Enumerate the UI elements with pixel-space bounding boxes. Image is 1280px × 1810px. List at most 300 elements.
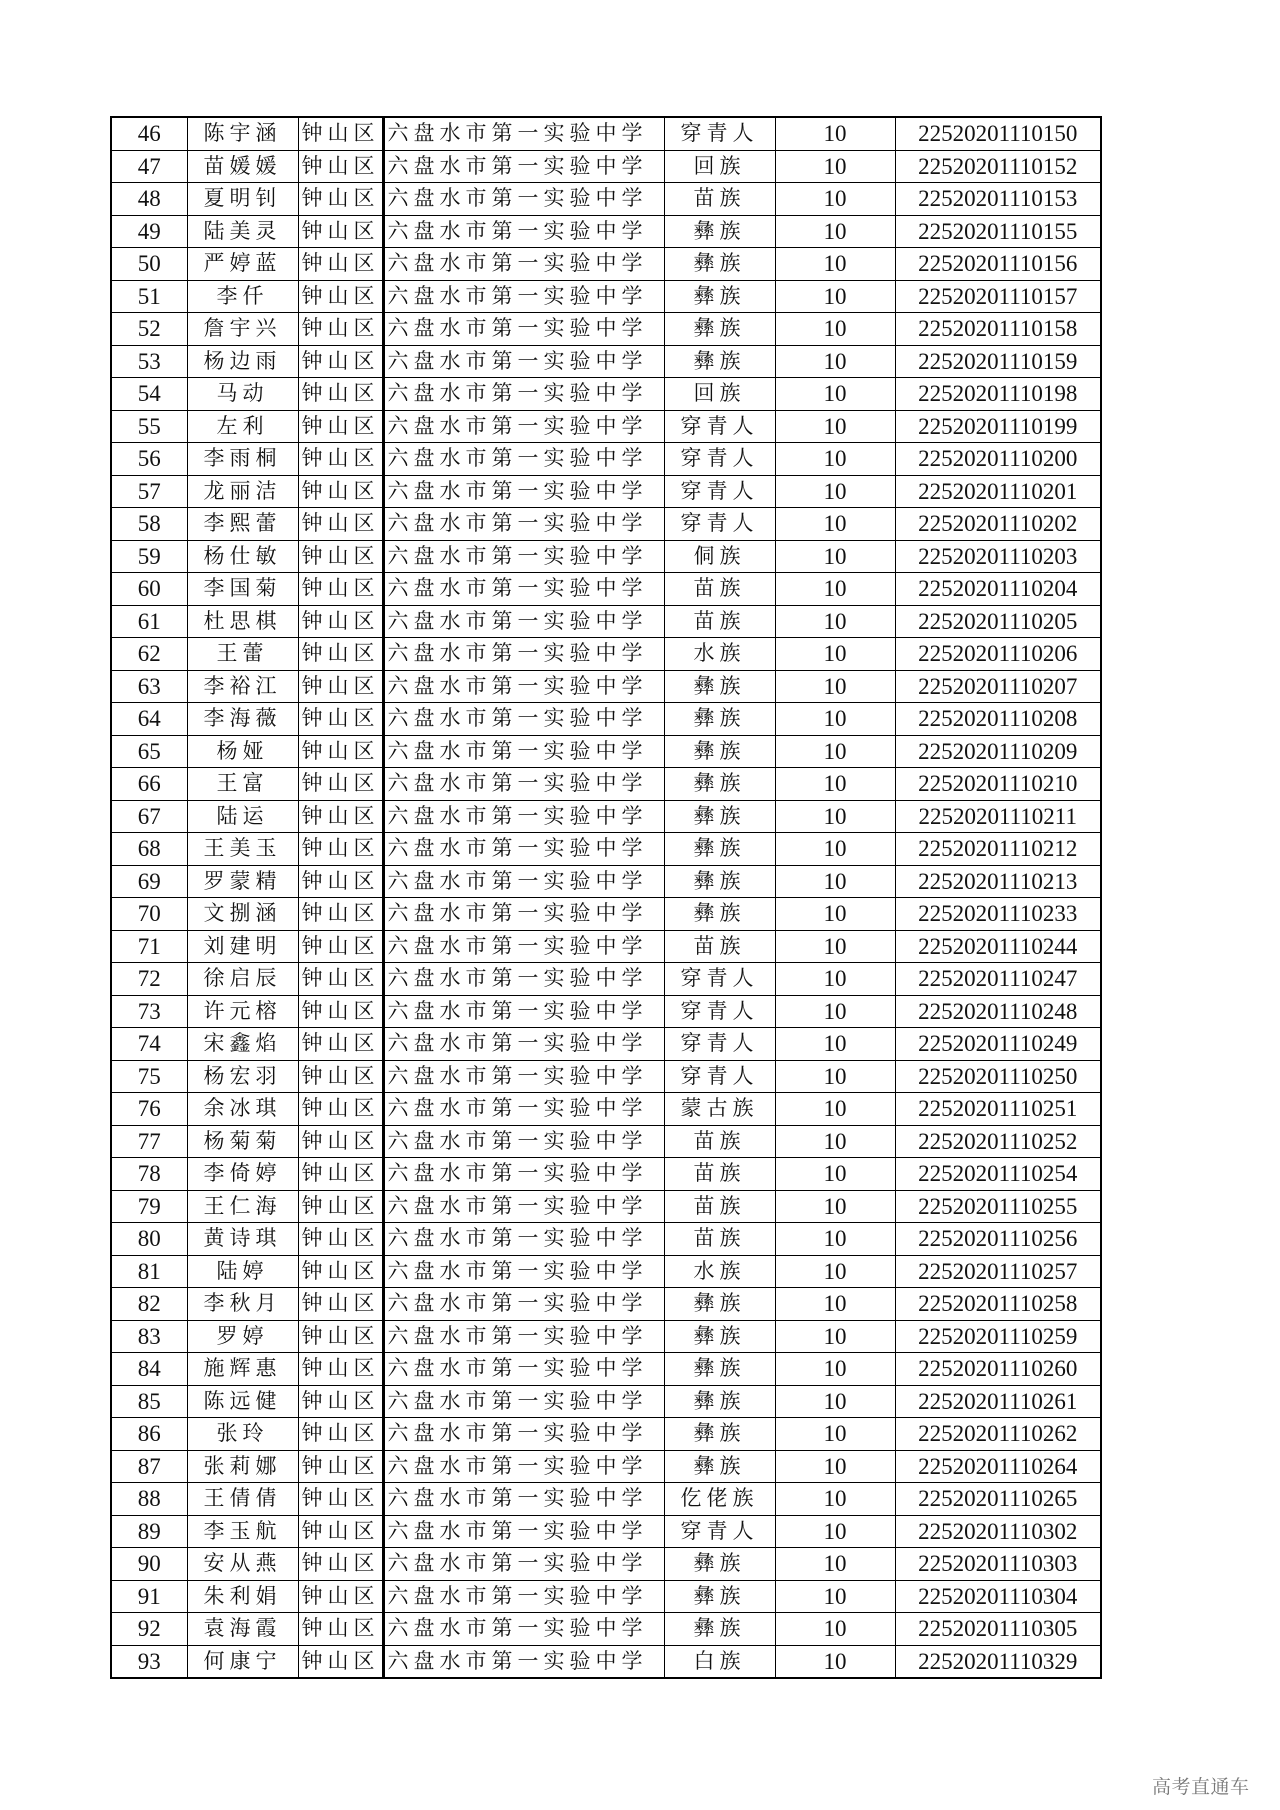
row-number-cell: 50	[111, 248, 187, 281]
district-cell: 钟山区	[298, 1483, 383, 1516]
student-name-cell: 袁海霞	[187, 1613, 298, 1646]
row-number-cell: 59	[111, 540, 187, 573]
row-number-cell: 93	[111, 1645, 187, 1678]
row-number-cell: 82	[111, 1288, 187, 1321]
school-cell: 六盘水市第一实验中学	[383, 1158, 664, 1191]
grade-cell: 10	[775, 638, 895, 671]
district-cell: 钟山区	[298, 1385, 383, 1418]
student-name-cell: 严婷蓝	[187, 248, 298, 281]
ethnicity-cell: 彝族	[664, 345, 775, 378]
row-number-cell: 81	[111, 1255, 187, 1288]
grade-cell: 10	[775, 1385, 895, 1418]
school-cell: 六盘水市第一实验中学	[383, 1255, 664, 1288]
ethnicity-cell: 穿青人	[664, 508, 775, 541]
student-id-cell: 22520201110244	[895, 930, 1101, 963]
district-cell: 钟山区	[298, 345, 383, 378]
school-cell: 六盘水市第一实验中学	[383, 703, 664, 736]
student-id-cell: 22520201110202	[895, 508, 1101, 541]
grade-cell: 10	[775, 117, 895, 150]
student-id-cell: 22520201110252	[895, 1125, 1101, 1158]
row-number-cell: 47	[111, 150, 187, 183]
school-cell: 六盘水市第一实验中学	[383, 443, 664, 476]
table-row	[111, 1353, 1101, 1386]
student-name-cell: 陆运	[187, 800, 298, 833]
student-id-cell: 22520201110158	[895, 313, 1101, 346]
ethnicity-cell: 彝族	[664, 1548, 775, 1581]
student-id-cell: 22520201110152	[895, 150, 1101, 183]
row-number-cell: 54	[111, 378, 187, 411]
district-cell: 钟山区	[298, 963, 383, 996]
district-cell: 钟山区	[298, 865, 383, 898]
district-cell: 钟山区	[298, 117, 383, 150]
grade-cell: 10	[775, 1060, 895, 1093]
row-number-cell: 76	[111, 1093, 187, 1126]
student-name-cell: 李裕江	[187, 670, 298, 703]
ethnicity-cell: 水族	[664, 638, 775, 671]
student-name-cell: 王蕾	[187, 638, 298, 671]
table-row	[111, 1255, 1101, 1288]
district-cell: 钟山区	[298, 670, 383, 703]
row-number-cell: 92	[111, 1613, 187, 1646]
grade-cell: 10	[775, 1613, 895, 1646]
school-cell: 六盘水市第一实验中学	[383, 410, 664, 443]
ethnicity-cell: 彝族	[664, 280, 775, 313]
student-id-cell: 22520201110155	[895, 215, 1101, 248]
school-cell: 六盘水市第一实验中学	[383, 800, 664, 833]
grade-cell: 10	[775, 768, 895, 801]
student-name-cell: 陈宇涵	[187, 117, 298, 150]
ethnicity-cell: 侗族	[664, 540, 775, 573]
grade-cell: 10	[775, 1223, 895, 1256]
row-number-cell: 61	[111, 605, 187, 638]
ethnicity-cell: 苗族	[664, 1223, 775, 1256]
grade-cell: 10	[775, 378, 895, 411]
table-row	[111, 1613, 1101, 1646]
grade-cell: 10	[775, 345, 895, 378]
school-cell: 六盘水市第一实验中学	[383, 1645, 664, 1678]
district-cell: 钟山区	[298, 1450, 383, 1483]
student-id-cell: 22520201110303	[895, 1548, 1101, 1581]
table-row	[111, 150, 1101, 183]
table-row	[111, 1548, 1101, 1581]
ethnicity-cell: 穿青人	[664, 117, 775, 150]
district-cell: 钟山区	[298, 1580, 383, 1613]
school-cell: 六盘水市第一实验中学	[383, 930, 664, 963]
student-name-cell: 李玉航	[187, 1515, 298, 1548]
district-cell: 钟山区	[298, 1028, 383, 1061]
grade-cell: 10	[775, 1548, 895, 1581]
school-cell: 六盘水市第一实验中学	[383, 1353, 664, 1386]
table-row	[111, 1125, 1101, 1158]
district-cell: 钟山区	[298, 1255, 383, 1288]
student-name-cell: 夏明钊	[187, 183, 298, 216]
ethnicity-cell: 穿青人	[664, 443, 775, 476]
student-id-cell: 22520201110259	[895, 1320, 1101, 1353]
row-number-cell: 63	[111, 670, 187, 703]
school-cell: 六盘水市第一实验中学	[383, 150, 664, 183]
grade-cell: 10	[775, 1028, 895, 1061]
grade-cell: 10	[775, 865, 895, 898]
school-cell: 六盘水市第一实验中学	[383, 345, 664, 378]
district-cell: 钟山区	[298, 573, 383, 606]
table-row	[111, 1483, 1101, 1516]
row-number-cell: 87	[111, 1450, 187, 1483]
table-row	[111, 1190, 1101, 1223]
grade-cell: 10	[775, 540, 895, 573]
district-cell: 钟山区	[298, 768, 383, 801]
row-number-cell: 75	[111, 1060, 187, 1093]
district-cell: 钟山区	[298, 508, 383, 541]
watermark: 高考直通车	[1152, 1776, 1250, 1798]
school-cell: 六盘水市第一实验中学	[383, 638, 664, 671]
district-cell: 钟山区	[298, 1190, 383, 1223]
student-name-cell: 杨边雨	[187, 345, 298, 378]
student-id-cell: 22520201110210	[895, 768, 1101, 801]
student-id-cell: 22520201110304	[895, 1580, 1101, 1613]
school-cell: 六盘水市第一实验中学	[383, 1483, 664, 1516]
grade-cell: 10	[775, 963, 895, 996]
student-id-cell: 22520201110201	[895, 475, 1101, 508]
table-row	[111, 1580, 1101, 1613]
grade-cell: 10	[775, 1125, 895, 1158]
student-name-cell: 王倩倩	[187, 1483, 298, 1516]
ethnicity-cell: 白族	[664, 1645, 775, 1678]
row-number-cell: 88	[111, 1483, 187, 1516]
school-cell: 六盘水市第一实验中学	[383, 768, 664, 801]
district-cell: 钟山区	[298, 833, 383, 866]
student-name-cell: 王仁海	[187, 1190, 298, 1223]
table-row	[111, 183, 1101, 216]
row-number-cell: 51	[111, 280, 187, 313]
school-cell: 六盘水市第一实验中学	[383, 898, 664, 931]
table-row	[111, 1223, 1101, 1256]
table-row	[111, 833, 1101, 866]
ethnicity-cell: 穿青人	[664, 475, 775, 508]
ethnicity-cell: 穿青人	[664, 1060, 775, 1093]
school-cell: 六盘水市第一实验中学	[383, 475, 664, 508]
row-number-cell: 79	[111, 1190, 187, 1223]
district-cell: 钟山区	[298, 1645, 383, 1678]
student-name-cell: 马动	[187, 378, 298, 411]
student-id-cell: 22520201110251	[895, 1093, 1101, 1126]
table-row	[111, 800, 1101, 833]
student-id-cell: 22520201110258	[895, 1288, 1101, 1321]
row-number-cell: 84	[111, 1353, 187, 1386]
student-name-cell: 刘建明	[187, 930, 298, 963]
row-number-cell: 58	[111, 508, 187, 541]
school-cell: 六盘水市第一实验中学	[383, 1223, 664, 1256]
row-number-cell: 70	[111, 898, 187, 931]
ethnicity-cell: 苗族	[664, 605, 775, 638]
school-cell: 六盘水市第一实验中学	[383, 540, 664, 573]
student-id-cell: 22520201110208	[895, 703, 1101, 736]
grade-cell: 10	[775, 833, 895, 866]
student-name-cell: 张玲	[187, 1418, 298, 1451]
grade-cell: 10	[775, 898, 895, 931]
table-row	[111, 345, 1101, 378]
table-row	[111, 117, 1101, 150]
district-cell: 钟山区	[298, 443, 383, 476]
row-number-cell: 74	[111, 1028, 187, 1061]
table-row	[111, 1028, 1101, 1061]
student-name-cell: 苗媛媛	[187, 150, 298, 183]
ethnicity-cell: 彝族	[664, 768, 775, 801]
student-id-cell: 22520201110157	[895, 280, 1101, 313]
row-number-cell: 62	[111, 638, 187, 671]
row-number-cell: 65	[111, 735, 187, 768]
row-number-cell: 53	[111, 345, 187, 378]
ethnicity-cell: 彝族	[664, 1418, 775, 1451]
row-number-cell: 52	[111, 313, 187, 346]
grade-cell: 10	[775, 573, 895, 606]
school-cell: 六盘水市第一实验中学	[383, 117, 664, 150]
table-row	[111, 703, 1101, 736]
school-cell: 六盘水市第一实验中学	[383, 1450, 664, 1483]
row-number-cell: 46	[111, 117, 187, 150]
table-row	[111, 963, 1101, 996]
student-id-cell: 22520201110260	[895, 1353, 1101, 1386]
student-name-cell: 罗蒙精	[187, 865, 298, 898]
ethnicity-cell: 穿青人	[664, 1028, 775, 1061]
student-name-cell: 左利	[187, 410, 298, 443]
table-row	[111, 280, 1101, 313]
ethnicity-cell: 彝族	[664, 248, 775, 281]
table-row	[111, 1288, 1101, 1321]
student-id-cell: 22520201110212	[895, 833, 1101, 866]
student-id-cell: 22520201110262	[895, 1418, 1101, 1451]
ethnicity-cell: 彝族	[664, 670, 775, 703]
school-cell: 六盘水市第一实验中学	[383, 833, 664, 866]
ethnicity-cell: 彝族	[664, 1580, 775, 1613]
student-name-cell: 杨仕敏	[187, 540, 298, 573]
grade-cell: 10	[775, 1645, 895, 1678]
ethnicity-cell: 穿青人	[664, 963, 775, 996]
school-cell: 六盘水市第一实验中学	[383, 1515, 664, 1548]
grade-cell: 10	[775, 280, 895, 313]
school-cell: 六盘水市第一实验中学	[383, 1320, 664, 1353]
district-cell: 钟山区	[298, 378, 383, 411]
grade-cell: 10	[775, 313, 895, 346]
school-cell: 六盘水市第一实验中学	[383, 605, 664, 638]
district-cell: 钟山区	[298, 930, 383, 963]
district-cell: 钟山区	[298, 150, 383, 183]
grade-cell: 10	[775, 1450, 895, 1483]
table-row	[111, 443, 1101, 476]
table-row	[111, 378, 1101, 411]
school-cell: 六盘水市第一实验中学	[383, 995, 664, 1028]
row-number-cell: 90	[111, 1548, 187, 1581]
grade-cell: 10	[775, 1320, 895, 1353]
row-number-cell: 69	[111, 865, 187, 898]
student-id-cell: 22520201110256	[895, 1223, 1101, 1256]
student-id-cell: 22520201110257	[895, 1255, 1101, 1288]
ethnicity-cell: 彝族	[664, 1613, 775, 1646]
table-row	[111, 1645, 1101, 1678]
school-cell: 六盘水市第一实验中学	[383, 573, 664, 606]
student-id-cell: 22520201110153	[895, 183, 1101, 216]
ethnicity-cell: 彝族	[664, 1320, 775, 1353]
ethnicity-cell: 苗族	[664, 183, 775, 216]
grade-cell: 10	[775, 1158, 895, 1191]
student-name-cell: 李倚婷	[187, 1158, 298, 1191]
table-row	[111, 605, 1101, 638]
ethnicity-cell: 彝族	[664, 1288, 775, 1321]
grade-cell: 10	[775, 248, 895, 281]
table-row	[111, 735, 1101, 768]
district-cell: 钟山区	[298, 1515, 383, 1548]
student-id-cell: 22520201110211	[895, 800, 1101, 833]
district-cell: 钟山区	[298, 248, 383, 281]
table-row	[111, 930, 1101, 963]
student-name-cell: 罗婷	[187, 1320, 298, 1353]
district-cell: 钟山区	[298, 703, 383, 736]
student-name-cell: 李仟	[187, 280, 298, 313]
student-name-cell: 杨菊菊	[187, 1125, 298, 1158]
student-name-cell: 朱利娟	[187, 1580, 298, 1613]
school-cell: 六盘水市第一实验中学	[383, 1385, 664, 1418]
school-cell: 六盘水市第一实验中学	[383, 1060, 664, 1093]
grade-cell: 10	[775, 410, 895, 443]
table-row	[111, 1450, 1101, 1483]
grade-cell: 10	[775, 1353, 895, 1386]
row-number-cell: 48	[111, 183, 187, 216]
district-cell: 钟山区	[298, 215, 383, 248]
district-cell: 钟山区	[298, 1158, 383, 1191]
row-number-cell: 73	[111, 995, 187, 1028]
student-name-cell: 杜思棋	[187, 605, 298, 638]
ethnicity-cell: 穿青人	[664, 1515, 775, 1548]
ethnicity-cell: 仡佬族	[664, 1483, 775, 1516]
table-row	[111, 1320, 1101, 1353]
ethnicity-cell: 彝族	[664, 865, 775, 898]
district-cell: 钟山区	[298, 898, 383, 931]
student-name-cell: 余冰琪	[187, 1093, 298, 1126]
student-name-cell: 杨娅	[187, 735, 298, 768]
table-row	[111, 1093, 1101, 1126]
student-name-cell: 何康宁	[187, 1645, 298, 1678]
student-id-cell: 22520201110264	[895, 1450, 1101, 1483]
school-cell: 六盘水市第一实验中学	[383, 963, 664, 996]
row-number-cell: 83	[111, 1320, 187, 1353]
row-number-cell: 68	[111, 833, 187, 866]
row-number-cell: 57	[111, 475, 187, 508]
student-name-cell: 张莉娜	[187, 1450, 298, 1483]
grade-cell: 10	[775, 1093, 895, 1126]
district-cell: 钟山区	[298, 995, 383, 1028]
table-row	[111, 768, 1101, 801]
table-row	[111, 248, 1101, 281]
student-id-cell: 22520201110305	[895, 1613, 1101, 1646]
ethnicity-cell: 穿青人	[664, 410, 775, 443]
student-name-cell: 龙丽洁	[187, 475, 298, 508]
ethnicity-cell: 回族	[664, 150, 775, 183]
student-id-cell: 22520201110200	[895, 443, 1101, 476]
student-name-cell: 李国菊	[187, 573, 298, 606]
ethnicity-cell: 彝族	[664, 735, 775, 768]
grade-cell: 10	[775, 930, 895, 963]
district-cell: 钟山区	[298, 183, 383, 216]
school-cell: 六盘水市第一实验中学	[383, 378, 664, 411]
school-cell: 六盘水市第一实验中学	[383, 1190, 664, 1223]
grade-cell: 10	[775, 735, 895, 768]
student-id-cell: 22520201110207	[895, 670, 1101, 703]
student-id-cell: 22520201110205	[895, 605, 1101, 638]
table-row	[111, 865, 1101, 898]
district-cell: 钟山区	[298, 475, 383, 508]
district-cell: 钟山区	[298, 1353, 383, 1386]
row-number-cell: 56	[111, 443, 187, 476]
student-id-cell: 22520201110203	[895, 540, 1101, 573]
student-id-cell: 22520201110250	[895, 1060, 1101, 1093]
student-name-cell: 徐启辰	[187, 963, 298, 996]
district-cell: 钟山区	[298, 410, 383, 443]
student-id-cell: 22520201110302	[895, 1515, 1101, 1548]
row-number-cell: 66	[111, 768, 187, 801]
student-name-cell: 李秋月	[187, 1288, 298, 1321]
row-number-cell: 67	[111, 800, 187, 833]
ethnicity-cell: 彝族	[664, 703, 775, 736]
grade-cell: 10	[775, 443, 895, 476]
student-id-cell: 22520201110150	[895, 117, 1101, 150]
table-row	[111, 1418, 1101, 1451]
table-row	[111, 670, 1101, 703]
student-id-cell: 22520201110247	[895, 963, 1101, 996]
student-name-cell: 王美玉	[187, 833, 298, 866]
district-cell: 钟山区	[298, 1093, 383, 1126]
student-name-cell: 施辉惠	[187, 1353, 298, 1386]
table-row	[111, 1060, 1101, 1093]
ethnicity-cell: 彝族	[664, 833, 775, 866]
grade-cell: 10	[775, 150, 895, 183]
student-id-cell: 22520201110209	[895, 735, 1101, 768]
student-name-cell: 陆美灵	[187, 215, 298, 248]
row-number-cell: 72	[111, 963, 187, 996]
ethnicity-cell: 苗族	[664, 1190, 775, 1223]
student-id-cell: 22520201110261	[895, 1385, 1101, 1418]
grade-cell: 10	[775, 1483, 895, 1516]
student-id-cell: 22520201110249	[895, 1028, 1101, 1061]
district-cell: 钟山区	[298, 605, 383, 638]
school-cell: 六盘水市第一实验中学	[383, 248, 664, 281]
ethnicity-cell: 彝族	[664, 313, 775, 346]
ethnicity-cell: 苗族	[664, 1125, 775, 1158]
district-cell: 钟山区	[298, 1613, 383, 1646]
student-id-cell: 22520201110265	[895, 1483, 1101, 1516]
district-cell: 钟山区	[298, 1548, 383, 1581]
district-cell: 钟山区	[298, 540, 383, 573]
school-cell: 六盘水市第一实验中学	[383, 1580, 664, 1613]
row-number-cell: 85	[111, 1385, 187, 1418]
student-name-cell: 杨宏羽	[187, 1060, 298, 1093]
student-id-cell: 22520201110159	[895, 345, 1101, 378]
table-row	[111, 1385, 1101, 1418]
student-name-cell: 詹宇兴	[187, 313, 298, 346]
district-cell: 钟山区	[298, 1125, 383, 1158]
district-cell: 钟山区	[298, 1320, 383, 1353]
ethnicity-cell: 回族	[664, 378, 775, 411]
grade-cell: 10	[775, 703, 895, 736]
school-cell: 六盘水市第一实验中学	[383, 280, 664, 313]
student-name-cell: 李熙蕾	[187, 508, 298, 541]
school-cell: 六盘水市第一实验中学	[383, 1548, 664, 1581]
grade-cell: 10	[775, 800, 895, 833]
district-cell: 钟山区	[298, 313, 383, 346]
student-id-cell: 22520201110255	[895, 1190, 1101, 1223]
grade-cell: 10	[775, 475, 895, 508]
ethnicity-cell: 彝族	[664, 1450, 775, 1483]
district-cell: 钟山区	[298, 735, 383, 768]
grade-cell: 10	[775, 1190, 895, 1223]
